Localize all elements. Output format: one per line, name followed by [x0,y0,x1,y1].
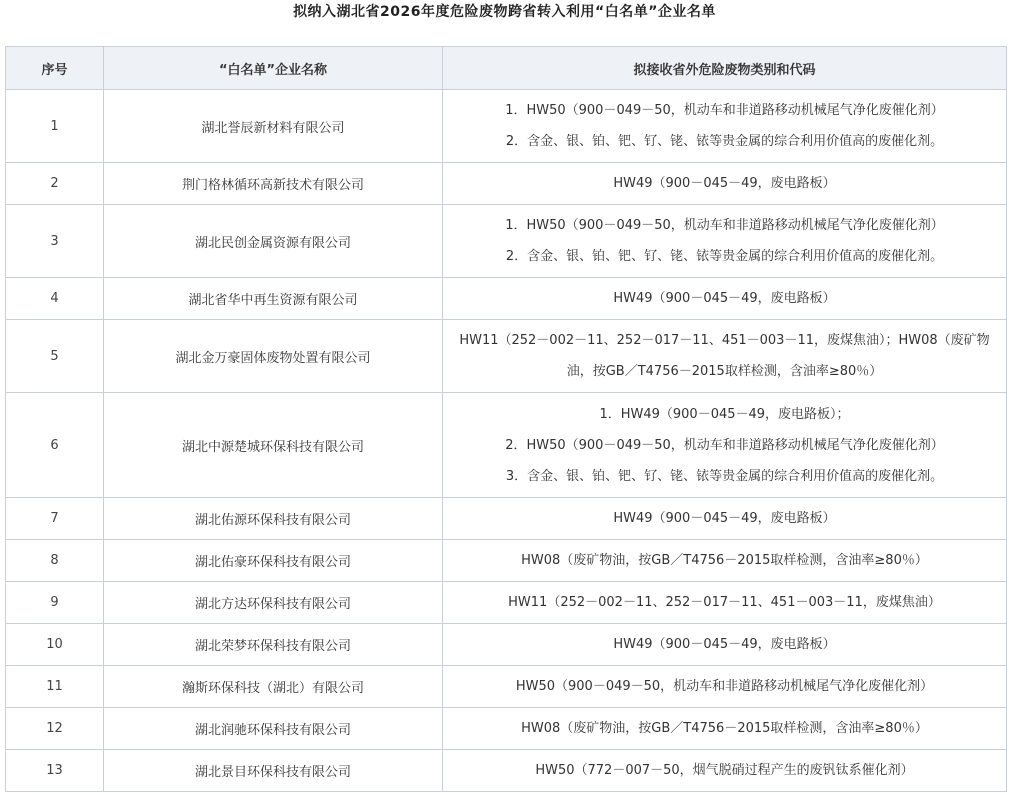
category-line: HW08（废矿物油，按GB／T4756－2015取样检测，含油率≥80％） [521,721,928,736]
category-line: 2．HW50（900－049－50，机动车和非道路移动机械尾气净化废催化剂） [505,437,944,453]
row-waste-categories [443,540,1007,582]
category-line: 1．HW50（900－049－50，机动车和非道路移动机械尾气净化废催化剂） [505,103,944,118]
category-line: HW11（252－002－11、252－017－11、451－003－11，废煤焦油）；HW08（废矿物油，按GB／T4756－2015取样检测，含油率≥80％） [459,333,990,379]
row-seq: 12 [6,708,104,750]
category-line: HW08（废矿物油，按GB／T4756－2015取样检测，含油率≥80％） [521,553,928,568]
row-seq: 11 [6,666,104,708]
row-company-name: 湖北佑豪环保科技有限公司 [104,540,443,582]
header-seq: 序号 [6,47,104,90]
category-line: HW11（252－002－11、252－017－11、451－003－11，废煤焦油） [508,595,941,610]
category-line: HW49（900－045－49，废电路板） [613,291,836,306]
row-seq: 7 [6,498,104,540]
category-line: HW49（900－045－49，废电路板） [613,176,836,191]
row-seq: 10 [6,624,104,666]
category-line: HW50（900－049－50，机动车和非道路移动机械尾气净化废催化剂） [515,679,934,694]
category-line: 2．含金、银、铂、钯、钌、铑、铱等贵金属的综合利用价值高的废催化剂。 [505,249,944,264]
table-row [6,393,1007,498]
row-seq: 6 [6,393,104,498]
table-row [6,624,1007,666]
row-seq: 2 [6,163,104,205]
category-line: 3．含金、银、铂、钯、钌、铑、铱等贵金属的综合利用价值高的废催化剂。 [505,468,944,484]
row-waste-categories [443,750,1007,792]
row-company-name: 瀚斯环保科技（湖北）有限公司 [104,666,443,708]
table-row [6,163,1007,205]
row-waste-categories [443,582,1007,624]
row-waste-categories [443,90,1007,163]
category-line: 1．HW50（900－049－50，机动车和非道路移动机械尾气净化废催化剂） [505,218,944,233]
row-company-name: 湖北方达环保科技有限公司 [104,582,443,624]
category-line: 1．HW49（900－045－49，废电路板）； [599,406,850,422]
row-company-name: 湖北民创金属资源有限公司 [104,205,443,278]
row-seq: 4 [6,278,104,320]
row-waste-categories [443,393,1007,498]
category-line: 2．含金、银、铂、钯、钌、铑、铱等贵金属的综合利用价值高的废催化剂。 [505,134,944,149]
table-row [6,498,1007,540]
table-row [6,666,1007,708]
header-row [6,47,1007,90]
row-waste-categories [443,624,1007,666]
table-body [6,90,1007,792]
header-company-name: “白名单”企业名称 [104,47,443,90]
row-company-name: 湖北润驰环保科技有限公司 [104,708,443,750]
row-waste-categories [443,163,1007,205]
whitelist-table [5,46,1007,792]
row-company-name: 湖北中源楚城环保科技有限公司 [104,393,443,498]
row-company-name: 湖北省华中再生资源有限公司 [104,278,443,320]
row-company-name: 湖北佑源环保科技有限公司 [104,498,443,540]
row-waste-categories [443,666,1007,708]
row-company-name: 荆门格林循环高新技术有限公司 [104,163,443,205]
row-waste-categories [443,320,1007,393]
header-waste-categories: 拟接收省外危险废物类别和代码 [443,47,1007,90]
table-row [6,750,1007,792]
row-seq: 5 [6,320,104,393]
row-seq: 3 [6,205,104,278]
row-seq: 9 [6,582,104,624]
row-waste-categories [443,205,1007,278]
row-company-name: 湖北景目环保科技有限公司 [104,750,443,792]
row-company-name: 湖北荣梦环保科技有限公司 [104,624,443,666]
category-line: HW50（772－007－50，烟气脱硝过程产生的废钒钛系催化剂） [535,763,914,778]
table-row [6,540,1007,582]
row-company-name: 湖北誉辰新材料有限公司 [104,90,443,163]
page-title: 拟纳入湖北省2026年度危险废物跨省转入利用“白名单”企业名单 [293,4,716,20]
table-row [6,320,1007,393]
row-waste-categories [443,708,1007,750]
table-header [6,47,1007,90]
table-row [6,708,1007,750]
row-waste-categories [443,498,1007,540]
table-row [6,205,1007,278]
row-company-name: 湖北金万豪固体废物处置有限公司 [104,320,443,393]
row-waste-categories [443,278,1007,320]
table-row [6,278,1007,320]
row-seq: 13 [6,750,104,792]
row-seq: 8 [6,540,104,582]
table-row [6,90,1007,163]
category-line: HW49（900－045－49，废电路板） [613,637,836,652]
table-row [6,582,1007,624]
row-seq: 1 [6,90,104,163]
category-line: HW49（900－045－49，废电路板） [613,511,836,526]
